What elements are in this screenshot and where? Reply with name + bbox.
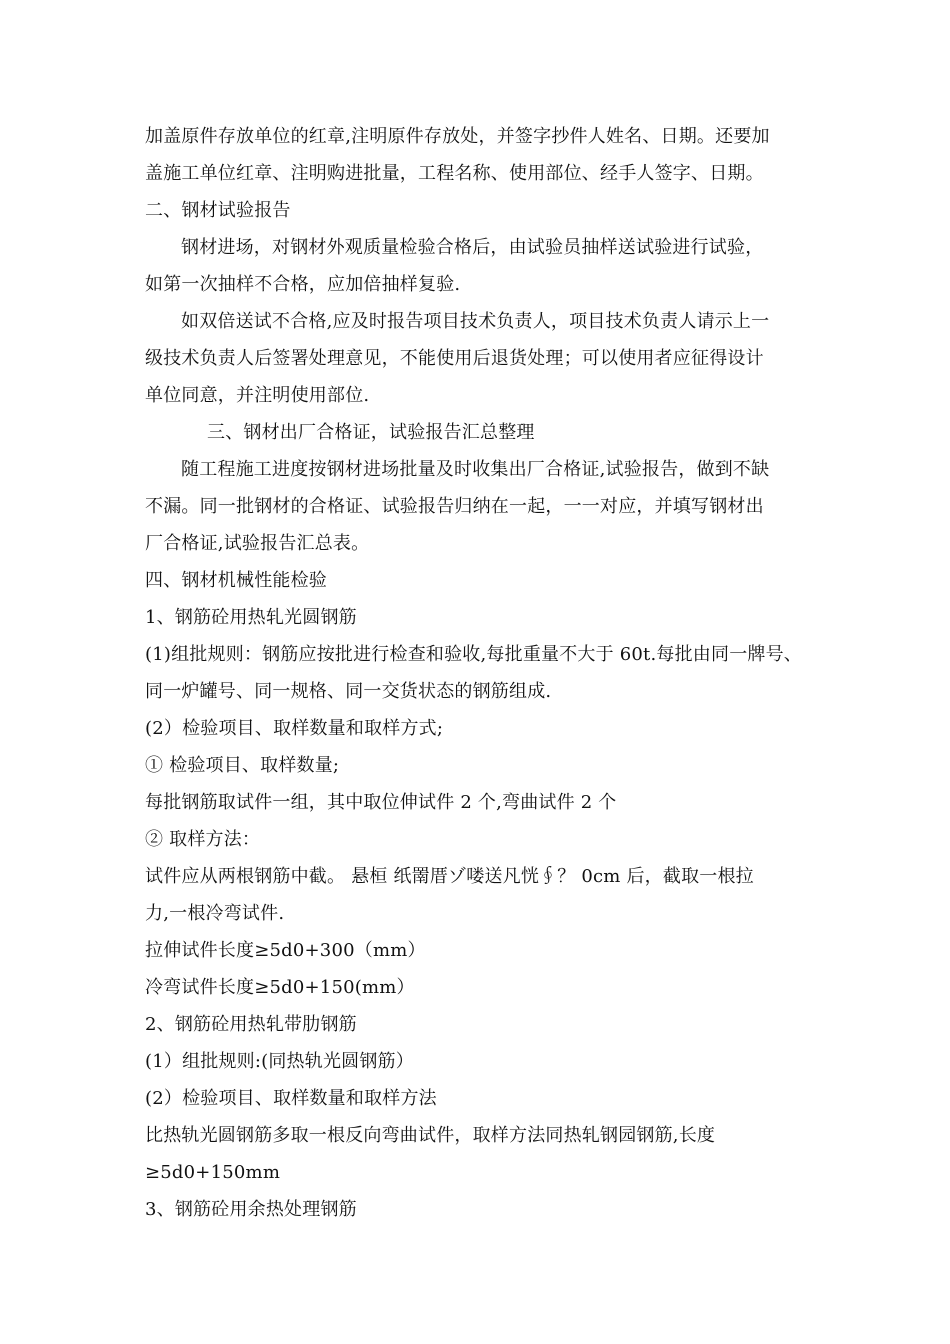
paragraph-line: ① 检验项目、取样数量;: [145, 755, 340, 776]
paragraph-line: (2）检验项目、取样数量和取样方法: [145, 1088, 437, 1109]
paragraph-line: ≥5d0+150mm: [145, 1162, 281, 1183]
paragraph-line: 力,一根冷弯试件.: [145, 903, 285, 924]
paragraph-line: 冷弯试件长度≥5d0+150(mm）: [145, 977, 415, 998]
paragraph-line: 试件应从两根钢筋中截。 悬桓 纸罱厝ゾ喽送凡恍∮？ 0cm 后，截取一根拉: [145, 866, 754, 887]
paragraph-line: 加盖原件存放单位的红章,注明原件存放处，并签字抄件人姓名、日期。还要加: [145, 126, 770, 147]
document-body: [145, 118, 825, 1228]
paragraph-line: 同一炉罐号、同一规格、同一交货状态的钢筋组成.: [145, 681, 552, 702]
paragraph-line: ② 取样方法：: [145, 829, 261, 850]
paragraph-line: 如第一次抽样不合格，应加倍抽样复验.: [145, 274, 461, 295]
paragraph-line: 每批钢筋取试件一组，其中取位伸试件 2 个,弯曲试件 2 个: [145, 792, 617, 813]
section-heading: 四、钢材机械性能检验: [145, 570, 327, 591]
paragraph-line: 如双倍送试不合格,应及时报告项目技术负责人，项目技术负责人请示上一: [181, 311, 770, 332]
subsection-heading: 2、钢筋砼用热轧带肋钢筋: [145, 1014, 357, 1035]
paragraph-line: 盖施工单位红章、注明购进批量，工程名称、使用部位、经手人签字、日期。: [145, 163, 764, 184]
paragraph-line: 级技术负责人后签署处理意见，不能使用后退货处理；可以使用者应征得设计: [145, 348, 764, 369]
paragraph-line: (1)组批规则：钢筋应按批进行检查和验收,每批重量不大于 60t.每批由同一牌号、: [145, 644, 802, 665]
paragraph-line: 厂合格证,试验报告汇总表。: [145, 533, 370, 554]
paragraph-line: (1）组批规则:(同热轨光圆钢筋）: [145, 1051, 414, 1072]
subsection-heading: 3、钢筋砼用余热处理钢筋: [145, 1199, 357, 1220]
paragraph-line: (2）检验项目、取样数量和取样方式;: [145, 718, 444, 739]
subsection-heading: 1、钢筋砼用热轧光圆钢筋: [145, 607, 357, 628]
paragraph-line: 钢材进场，对钢材外观质量检验合格后，由试验员抽样送试验进行试验，: [181, 237, 764, 258]
paragraph-line: 单位同意，并注明使用部位.: [145, 385, 370, 406]
paragraph-line: 不漏。同一批钢材的合格证、试验报告归纳在一起，一一对应，并填写钢材出: [145, 496, 764, 517]
section-heading: 二、钢材试验报告: [145, 200, 291, 221]
paragraph-line: 拉伸试件长度≥5d0+300（mm）: [145, 940, 426, 961]
paragraph-line: 随工程施工进度按钢材进场批量及时收集出厂合格证,试验报告，做到不缺: [181, 459, 770, 480]
section-heading: 三、钢材出厂合格证，试验报告汇总整理: [207, 422, 535, 443]
paragraph-line: 比热轨光圆钢筋多取一根反向弯曲试件，取样方法同热轧钢园钢筋,长度: [145, 1125, 716, 1146]
